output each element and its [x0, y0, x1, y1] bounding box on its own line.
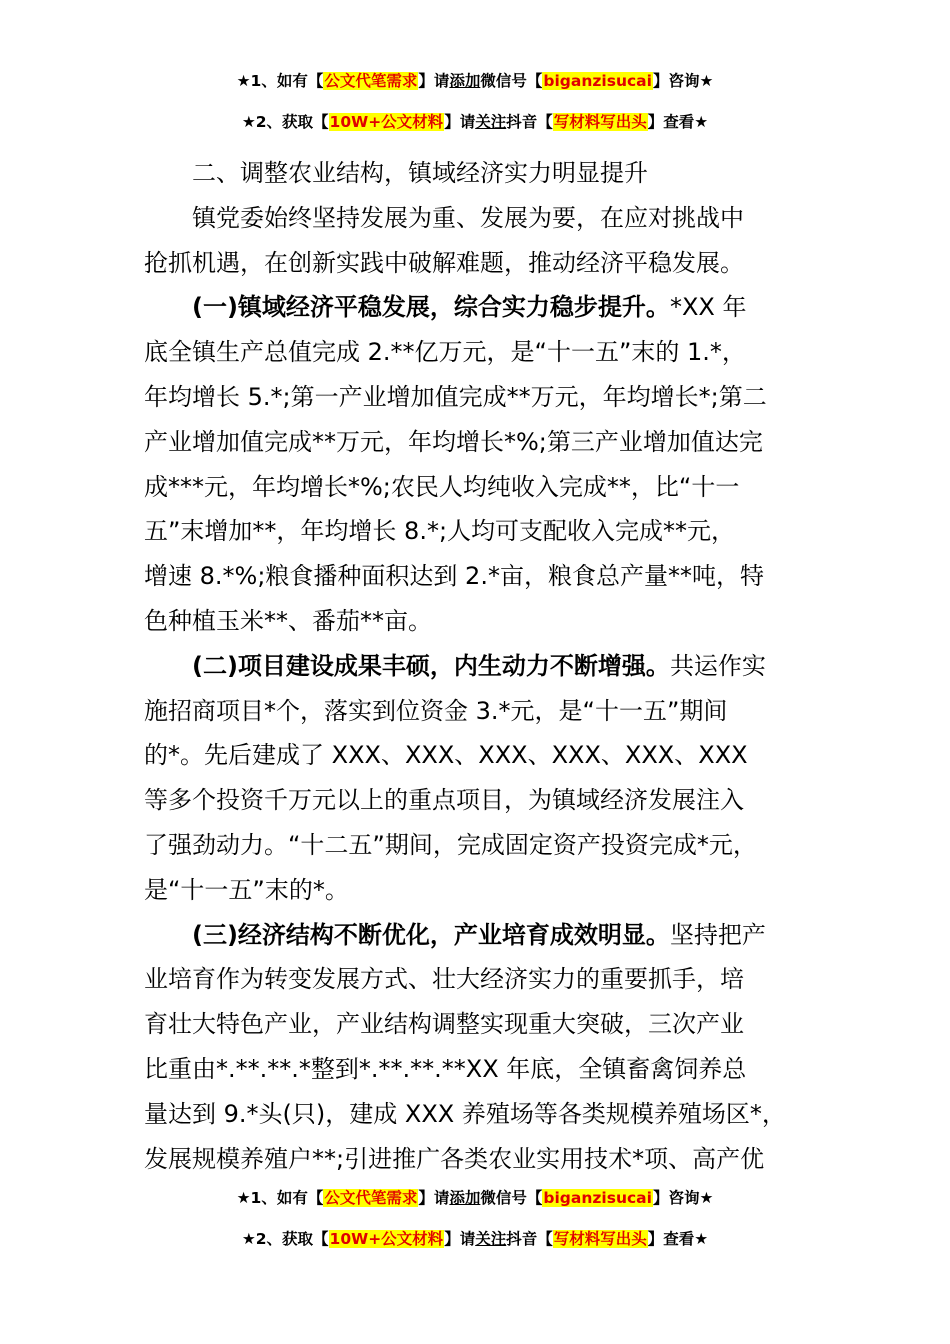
subsection-heading: (一)镇域经济平稳发展，综合实力稳步提升。	[192, 293, 670, 322]
paragraph-line: 比重由*.**.**.*整到*.**.**.**XX 年底，全镇畜禽饲养总	[144, 1054, 747, 1083]
paragraph-line: 增速 8.*%;粮食播种面积达到 2.*亩，粮食总产量**吨，特	[144, 562, 764, 591]
paragraph-line: 年均增长 5.*;第一产业增加值完成**万元，年均增长*;第二	[144, 382, 767, 411]
section-heading: 二、调整农业结构，镇域经济实力明显提升	[192, 159, 648, 187]
top-banner-line-1: ★1、如有【公文代笔需求】请添加微信号【biganzisucai】咨询★	[236, 72, 714, 90]
subsection-line: (三)经济结构不断优化，产业培育成效明显。坚持把产	[192, 920, 766, 949]
paragraph-line: 成***元，年均增长*%;农民人均纯收入完成**，比“十一	[144, 472, 740, 501]
subsection-line: (一)镇域经济平稳发展，综合实力稳步提升。*XX 年	[192, 293, 747, 322]
subsection-line: (二)项目建设成果丰硕，内生动力不断增强。共运作实	[192, 651, 766, 680]
paragraph-line: 的*。先后建成了 XXX、XXX、XXX、XXX、XXX、XXX	[144, 741, 748, 770]
paragraph-line: 产业增加值完成**万元，年均增长*%;第三产业增加值达完	[144, 427, 763, 456]
highlight-wechat-id: biganzisucai	[543, 72, 652, 90]
paragraph-line: 业培育作为转变发展方式、壮大经济实力的重要抓手，培	[144, 965, 744, 994]
paragraph-line: 施招商项目*个，落实到位资金 3.*元，是“十一五”期间	[144, 696, 728, 725]
bottom-banner-line-1: ★1、如有【公文代笔需求】请添加微信号【biganzisucai】咨询★	[236, 1189, 714, 1207]
highlight-service: 公文代笔需求	[324, 1189, 418, 1207]
paragraph-line: 了强劲动力。“十二五”期间，完成固定资产投资完成*元，	[144, 830, 757, 859]
paragraph-line: 抢抓机遇，在创新实践中破解难题，推动经济平稳发展。	[144, 248, 744, 277]
paragraph-line: 五”末增加**，年均增长 8.*;人均可支配收入完成**元，	[144, 517, 736, 546]
highlight-douyin: 写材料写出头	[553, 1230, 647, 1248]
paragraph-line: 发展规模养殖户**;引进推广各类农业实用技术*项、高产优	[144, 1144, 765, 1173]
document-body	[144, 151, 814, 1181]
subsection-heading: (三)经济结构不断优化，产业培育成效明显。	[192, 920, 670, 949]
highlight-service: 公文代笔需求	[324, 72, 418, 90]
paragraph-line: 底全镇生产总值完成 2.**亿万元，是“十一五”末的 1.*，	[144, 338, 746, 367]
paragraph-line: 等多个投资千万元以上的重点项目，为镇域经济发展注入	[144, 786, 744, 815]
bottom-banner-line-2: ★2、获取【10W+公文材料】请关注抖音【写材料写出头】查看★	[241, 1230, 709, 1248]
highlight-materials: 10W+公文材料	[329, 1230, 444, 1248]
subsection-heading: (二)项目建设成果丰硕，内生动力不断增强。	[192, 651, 670, 680]
paragraph-line: 育壮大特色产业，产业结构调整实现重大突破，三次产业	[144, 1010, 744, 1039]
highlight-wechat-id: biganzisucai	[543, 1189, 652, 1207]
paragraph-line: 镇党委始终坚持发展为重、发展为要，在应对挑战中	[192, 203, 744, 232]
highlight-douyin: 写材料写出头	[553, 113, 647, 131]
highlight-materials: 10W+公文材料	[329, 113, 444, 131]
paragraph-line: 是“十一五”末的*。	[144, 875, 349, 904]
top-banner-line-2: ★2、获取【10W+公文材料】请关注抖音【写材料写出头】查看★	[241, 113, 709, 131]
paragraph-line: 色种植玉米**、番茄**亩。	[144, 606, 432, 635]
paragraph-line: 量达到 9.*头(只)，建成 XXX 养殖场等各类规模养殖场区*，	[144, 1099, 786, 1128]
